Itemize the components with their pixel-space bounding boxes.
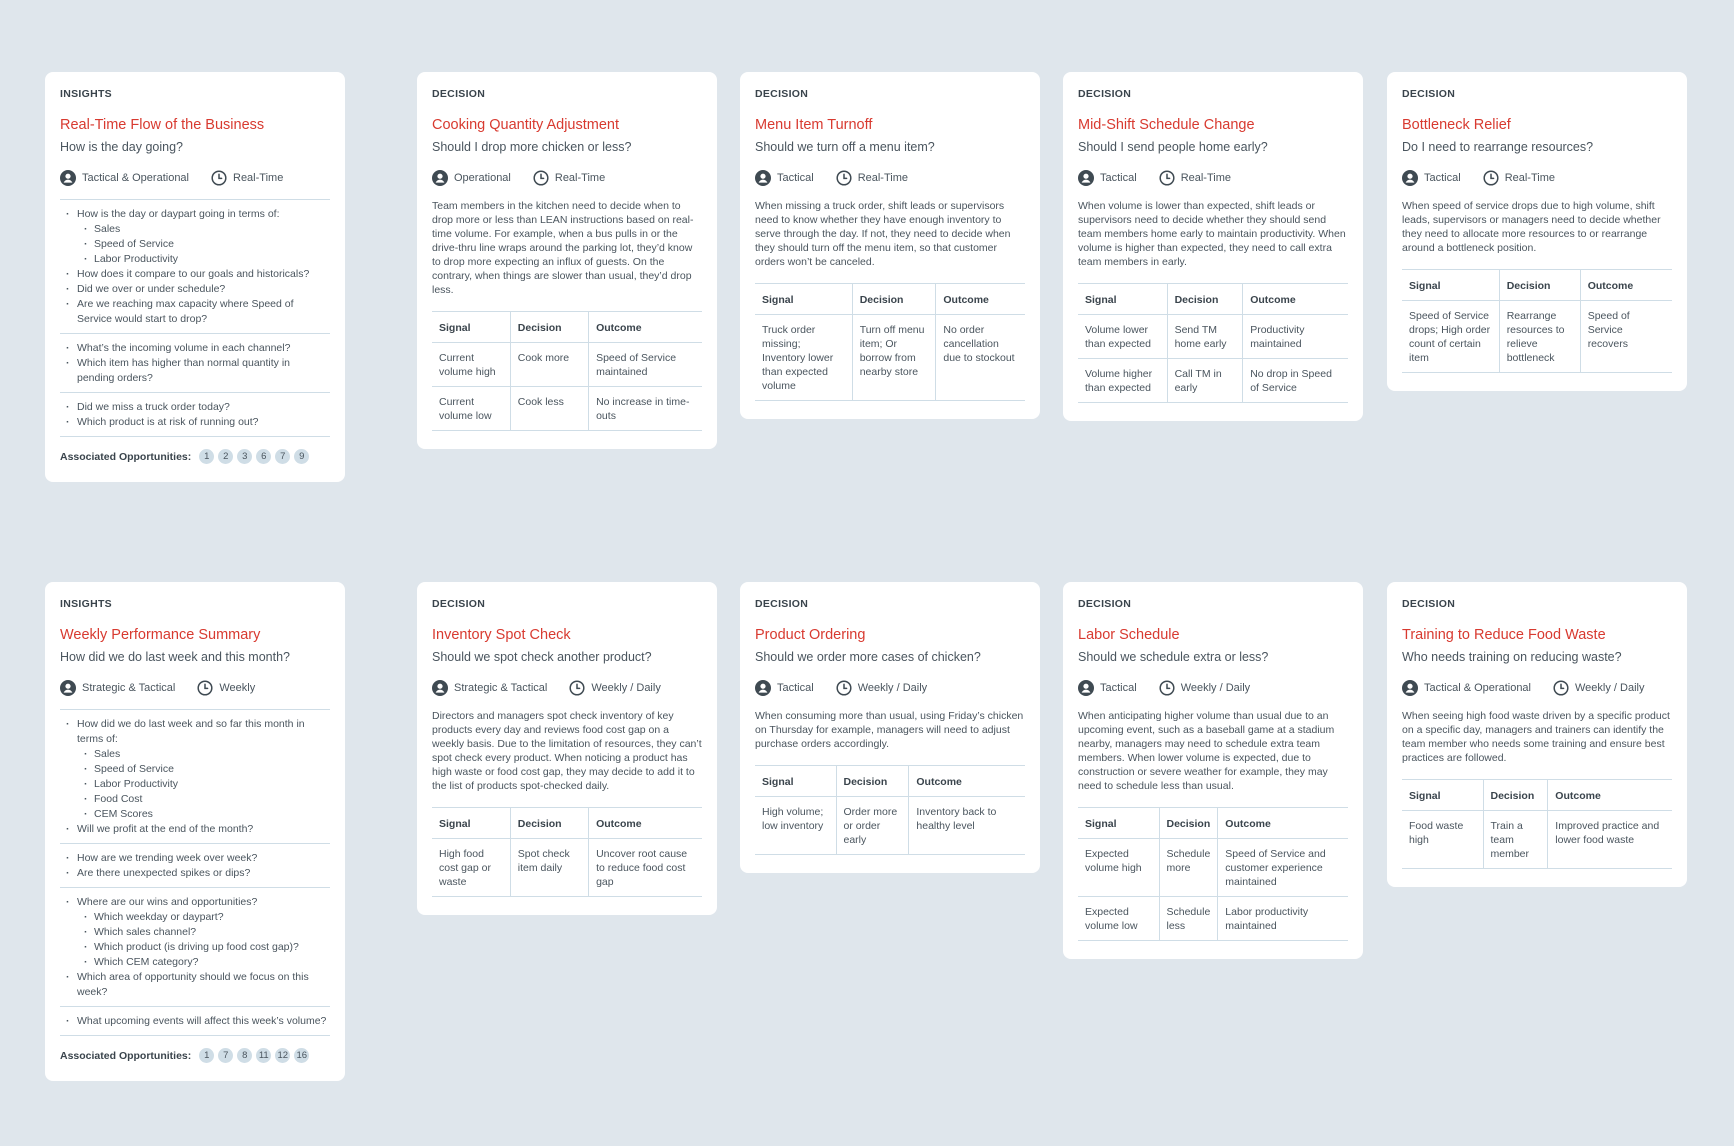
decision-cell: Turn off menu item; Or borrow from nearby store	[852, 315, 936, 401]
insight-card	[45, 72, 345, 482]
col-signal: Signal	[432, 808, 510, 839]
card-type-label: INSIGHTS	[60, 88, 112, 100]
decision-cell: Rearrange resources to relieve bottleneck	[1499, 301, 1580, 373]
opportunities-label: Associated Opportunities:	[60, 450, 192, 463]
audience-tag	[1078, 680, 1137, 696]
person-circle-icon	[1078, 680, 1094, 696]
opportunity-badge[interactable]: 6	[256, 449, 271, 464]
signal-cell: Volume higher than expected	[1078, 359, 1167, 403]
signal-cell: Expected volume low	[1078, 897, 1159, 941]
card-title: Labor Schedule	[1078, 627, 1180, 643]
decision-card	[417, 72, 717, 449]
question-group	[60, 1007, 330, 1035]
question-item: · Which product is at risk of running out?	[60, 415, 330, 430]
person-circle-icon	[1078, 170, 1094, 186]
col-signal: Signal	[1078, 808, 1159, 839]
card-description: When speed of service drops due to high volume, shift leads, supervisors or managers need to decide whether they need to allocate more resources to or rearrange around a bottleneck position.	[1402, 200, 1661, 254]
outcome-cell: Labor productivity maintained	[1218, 897, 1348, 941]
audience-label: Strategic & Tactical	[82, 682, 176, 694]
col-signal: Signal	[755, 766, 836, 797]
cadence-tag	[1159, 680, 1250, 696]
table-row	[432, 839, 702, 897]
cadence-label: Real-Time	[233, 172, 284, 184]
decision-cell: Spot check item daily	[510, 839, 588, 897]
opportunity-badge[interactable]: 1	[199, 1048, 214, 1063]
card-type-label: INSIGHTS	[60, 598, 112, 610]
question-subitem: · Speed of Service	[60, 237, 330, 252]
audience-label: Operational	[454, 172, 511, 184]
table-row	[755, 315, 1025, 401]
card-tags	[1402, 169, 1672, 187]
col-signal: Signal	[432, 312, 510, 343]
person-circle-icon	[755, 680, 771, 696]
cadence-tag	[569, 680, 660, 696]
signal-cell: Current volume high	[432, 343, 510, 387]
decision-cell: Train a team member	[1483, 811, 1548, 869]
signal-cell: Volume lower than expected	[1078, 315, 1167, 359]
opportunity-badge[interactable]: 11	[256, 1048, 271, 1063]
decision-cell: Send TM home early	[1167, 315, 1243, 359]
question-item: · Where are our wins and opportunities?	[60, 895, 330, 910]
cadence-label: Real-Time	[1180, 172, 1232, 184]
question-item: · Did we miss a truck order today?	[60, 400, 330, 415]
decision-cell: Cook more	[510, 343, 588, 387]
card-question: Should we turn off a menu item?	[755, 140, 935, 154]
card-description: When seeing high food waste driven by a specific product on a specific day, managers and trainers can identify the team member who needs some training and ensure best practices are followed.	[1402, 710, 1670, 764]
decision-cell: Order more or order early	[836, 797, 909, 855]
col-decision: Decision	[510, 312, 588, 343]
col-outcome: Outcome	[1580, 270, 1672, 301]
cadence-label: Weekly / Daily	[591, 682, 661, 694]
table-row	[1402, 811, 1672, 869]
cadence-label: Weekly / Daily	[1575, 682, 1645, 694]
card-title: Bottleneck Relief	[1402, 117, 1511, 133]
decision-cell: Schedule less	[1159, 897, 1218, 941]
cadence-tag	[836, 170, 908, 186]
card-tags	[60, 169, 330, 187]
col-outcome: Outcome	[1548, 780, 1672, 811]
table-row	[1402, 301, 1672, 373]
col-signal: Signal	[755, 284, 852, 315]
audience-tag	[60, 680, 175, 696]
card-question: Should we schedule extra or less?	[1078, 650, 1269, 664]
associated-opportunities	[60, 1036, 330, 1063]
question-item: · How are we trending week over week?	[60, 851, 330, 866]
card-question: Should I drop more chicken or less?	[432, 140, 632, 154]
col-outcome: Outcome	[936, 284, 1025, 315]
card-question: How did we do last week and this month?	[60, 650, 290, 664]
cadence-label: Weekly / Daily	[1180, 682, 1251, 694]
card-type-label: DECISION	[1402, 88, 1456, 100]
decision-card	[1063, 582, 1363, 959]
question-subitem: · Food Cost	[60, 792, 330, 807]
audience-label: Tactical	[1100, 172, 1137, 184]
cadence-tag	[836, 680, 927, 696]
card-tags	[755, 169, 1025, 187]
card-tags	[1078, 169, 1348, 187]
audience-tag	[755, 170, 814, 186]
person-circle-icon	[432, 170, 448, 186]
clock-icon	[836, 680, 852, 696]
table-row	[1078, 839, 1348, 897]
question-subitem: · Which product (is driving up food cost gap)?	[60, 940, 330, 955]
cadence-label: Real-Time	[554, 172, 606, 184]
card-title: Inventory Spot Check	[432, 627, 571, 643]
card-title: Product Ordering	[755, 627, 866, 643]
signal-cell: Truck order missing; Inventory lower than expected volume	[755, 315, 852, 401]
opportunity-badge[interactable]: 16	[294, 1048, 309, 1063]
card-question: Who needs training on reducing waste?	[1402, 650, 1622, 664]
signal-cell: Food waste high	[1402, 811, 1483, 869]
question-subitem: · Sales	[60, 747, 330, 762]
opportunity-badge[interactable]: 1	[199, 449, 214, 464]
question-subitem: · Sales	[60, 222, 330, 237]
col-signal: Signal	[1402, 780, 1483, 811]
card-description: When volume is lower than expected, shift leads or supervisors need to decide whether they should send team members home early to maintain productivity. When volume is higher than expected, they need to call extra team members in early.	[1078, 200, 1346, 268]
card-description: When consuming more than usual, using Friday’s chicken on Thursday for example, managers will need to adjust purchase orders accordingly.	[755, 710, 1024, 750]
person-circle-icon	[755, 170, 771, 186]
signal-cell: High food cost gap or waste	[432, 839, 510, 897]
card-question: Should we order more cases of chicken?	[755, 650, 981, 664]
audience-tag	[60, 170, 189, 186]
signal-table	[755, 765, 1025, 855]
decision-card	[740, 72, 1040, 419]
opportunity-badge[interactable]: 9	[294, 449, 309, 464]
signal-cell: Expected volume high	[1078, 839, 1159, 897]
outcome-cell: Speed of Service maintained	[589, 343, 702, 387]
question-item: · How did we do last week and so far this month in terms of:	[60, 717, 330, 747]
question-group	[60, 393, 330, 436]
outcome-cell: Inventory back to healthy level	[909, 797, 1025, 855]
question-item: · Are we reaching max capacity where Speed of Service would start to drop?	[60, 297, 330, 327]
audience-label: Tactical	[1100, 682, 1137, 694]
person-circle-icon	[1402, 170, 1418, 186]
audience-tag	[1402, 170, 1461, 186]
insight-card	[45, 582, 345, 1081]
signal-table	[1402, 779, 1672, 869]
col-decision: Decision	[836, 766, 909, 797]
associated-opportunities	[60, 437, 330, 464]
signal-table	[432, 311, 702, 431]
question-subitem: · Labor Productivity	[60, 252, 330, 267]
question-item: · Are there unexpected spikes or dips?	[60, 866, 330, 881]
card-question: How is the day going?	[60, 140, 183, 154]
audience-tag	[1402, 680, 1531, 696]
card-title: Training to Reduce Food Waste	[1402, 627, 1606, 643]
clock-icon	[836, 170, 852, 186]
cadence-tag	[533, 170, 605, 186]
audience-label: Tactical & Operational	[82, 172, 189, 184]
cadence-label: Real-Time	[857, 172, 909, 184]
card-type-label: DECISION	[1078, 88, 1132, 100]
question-group	[60, 710, 330, 843]
audience-tag	[1078, 170, 1137, 186]
question-group	[60, 334, 330, 392]
card-question: Should we spot check another product?	[432, 650, 652, 664]
opportunity-badge[interactable]: 2	[218, 449, 233, 464]
clock-icon	[1553, 680, 1569, 696]
audience-label: Strategic & Tactical	[454, 682, 548, 694]
card-title: Weekly Performance Summary	[60, 627, 261, 643]
col-signal: Signal	[1078, 284, 1167, 315]
decision-cell: Cook less	[510, 387, 588, 431]
question-subitem: · Which weekday or daypart?	[60, 910, 330, 925]
clock-icon	[1159, 170, 1175, 186]
card-tags	[432, 169, 702, 187]
card-question: Should I send people home early?	[1078, 140, 1268, 154]
table-row	[1078, 359, 1348, 403]
question-item: · How does it compare to our goals and historicals?	[60, 267, 330, 282]
clock-icon	[197, 680, 213, 696]
cadence-tag	[1553, 680, 1644, 696]
signal-table	[432, 807, 702, 897]
col-decision: Decision	[1499, 270, 1580, 301]
table-row	[1078, 897, 1348, 941]
col-outcome: Outcome	[589, 808, 702, 839]
col-decision: Decision	[510, 808, 588, 839]
decision-card	[1063, 72, 1363, 421]
decision-card	[740, 582, 1040, 873]
card-tags	[755, 679, 1025, 697]
question-subitem: · Labor Productivity	[60, 777, 330, 792]
question-subitem: · Which sales channel?	[60, 925, 330, 940]
opportunity-badge[interactable]: 7	[218, 1048, 233, 1063]
col-outcome: Outcome	[909, 766, 1025, 797]
audience-label: Tactical	[777, 682, 814, 694]
cadence-tag	[1159, 170, 1231, 186]
cadence-tag	[197, 680, 255, 696]
table-row	[432, 343, 702, 387]
cadence-label: Weekly	[219, 682, 256, 694]
question-item: · Which item has higher than normal quantity in pending orders?	[60, 356, 330, 386]
card-type-label: DECISION	[1402, 598, 1456, 610]
cadence-label: Real-Time	[1504, 172, 1556, 184]
card-title: Mid-Shift Schedule Change	[1078, 117, 1255, 133]
card-title: Menu Item Turnoff	[755, 117, 873, 133]
col-decision: Decision	[1483, 780, 1548, 811]
question-item: · Will we profit at the end of the month?	[60, 822, 330, 837]
person-circle-icon	[1402, 680, 1418, 696]
audience-tag	[432, 680, 547, 696]
decision-cell: Schedule more	[1159, 839, 1218, 897]
clock-icon	[211, 170, 227, 186]
clock-icon	[1483, 170, 1499, 186]
card-type-label: DECISION	[755, 88, 809, 100]
question-group	[60, 200, 330, 333]
card-description: Team members in the kitchen need to decide when to drop more or less than LEAN instructions based on real-time volume. For example, when a bus pulls in or the drive-thru line wraps around the parking lot, they’d know to drop more expecting an influx of guests. On the contrary, when things are slower than usual, they’d drop less.	[432, 200, 694, 296]
question-subitem: · Speed of Service	[60, 762, 330, 777]
card-title: Cooking Quantity Adjustment	[432, 117, 619, 133]
signal-cell: Speed of Service drops; High order count of certain item	[1402, 301, 1499, 373]
card-type-label: DECISION	[1078, 598, 1132, 610]
question-group	[60, 844, 330, 887]
cadence-tag	[1483, 170, 1555, 186]
question-subitem: · Which CEM category?	[60, 955, 330, 970]
person-circle-icon	[432, 680, 448, 696]
decision-card	[1387, 72, 1687, 391]
col-signal: Signal	[1402, 270, 1499, 301]
outcome-cell: No drop in Speed of Service	[1243, 359, 1348, 403]
clock-icon	[533, 170, 549, 186]
decision-card	[417, 582, 717, 915]
signal-table	[1402, 269, 1672, 373]
clock-icon	[1159, 680, 1175, 696]
card-tags	[1078, 679, 1348, 697]
card-tags	[60, 679, 330, 697]
cadence-label: Weekly / Daily	[857, 682, 928, 694]
table-row	[432, 387, 702, 431]
person-circle-icon	[60, 680, 76, 696]
question-item: · How is the day or daypart going in terms of:	[60, 207, 330, 222]
col-decision: Decision	[852, 284, 936, 315]
signal-table	[1078, 283, 1348, 403]
audience-label: Tactical	[1424, 172, 1461, 184]
person-circle-icon	[60, 170, 76, 186]
signal-table	[1078, 807, 1348, 941]
card-question: Do I need to rearrange resources?	[1402, 140, 1594, 154]
question-item: · What upcoming events will affect this week’s volume?	[60, 1014, 330, 1029]
outcome-cell: No increase in time-outs	[589, 387, 702, 431]
signal-cell: High volume; low inventory	[755, 797, 836, 855]
question-item: · Which area of opportunity should we focus on this week?	[60, 970, 330, 1000]
audience-tag	[432, 170, 511, 186]
card-tags	[1402, 679, 1672, 697]
audience-tag	[755, 680, 814, 696]
audience-label: Tactical & Operational	[1424, 682, 1531, 694]
col-outcome: Outcome	[589, 312, 702, 343]
col-decision: Decision	[1167, 284, 1243, 315]
card-type-label: DECISION	[432, 598, 486, 610]
table-row	[755, 797, 1025, 855]
decision-card	[1387, 582, 1687, 887]
decision-cell: Call TM in early	[1167, 359, 1243, 403]
outcome-cell: Speed of Service recovers	[1580, 301, 1672, 373]
opportunity-badge[interactable]: 8	[237, 1048, 252, 1063]
table-row	[1078, 315, 1348, 359]
card-type-label: DECISION	[755, 598, 809, 610]
card-tags	[432, 679, 702, 697]
question-item: · What’s the incoming volume in each channel?	[60, 341, 330, 356]
signal-table	[755, 283, 1025, 401]
audience-label: Tactical	[777, 172, 814, 184]
col-decision: Decision	[1159, 808, 1218, 839]
opportunity-badge[interactable]: 7	[275, 449, 290, 464]
outcome-cell: Improved practice and lower food waste	[1548, 811, 1672, 869]
card-description: When anticipating higher volume than usual due to an upcoming event, such as a baseball game at a stadium nearby, managers may need to schedule extra team members. When lower volume is expected, due to construction or severe weather for example, they may need to schedule less than usual.	[1078, 710, 1335, 792]
opportunity-badge[interactable]: 12	[275, 1048, 290, 1063]
card-description: Directors and managers spot check inventory of key products every day and reviews food cost gap on a weekly basis. Due to the limitation of resources, they can’t spot check every product. When noticing a product has high waste or food cost gap, they may decide to add it to the list of products spot-checked daily.	[432, 710, 702, 792]
signal-cell: Current volume low	[432, 387, 510, 431]
card-type-label: DECISION	[432, 88, 486, 100]
card-title: Real-Time Flow of the Business	[60, 117, 265, 133]
card-description: When missing a truck order, shift leads or supervisors need to know whether they have enough inventory to serve through the day. If not, they need to decide when they should turn off the menu item, so that customer orders won’t be canceled.	[755, 200, 1011, 268]
clock-icon	[569, 680, 585, 696]
outcome-cell: No order cancellation due to stockout	[936, 315, 1025, 401]
outcome-cell: Uncover root cause to reduce food cost gap	[589, 839, 702, 897]
question-group	[60, 888, 330, 1006]
outcome-cell: Speed of Service and customer experience maintained	[1218, 839, 1348, 897]
question-item: · Did we over or under schedule?	[60, 282, 330, 297]
question-subitem: · CEM Scores	[60, 807, 330, 822]
opportunity-badge[interactable]: 3	[237, 449, 252, 464]
cadence-tag	[211, 170, 283, 186]
col-outcome: Outcome	[1218, 808, 1348, 839]
col-outcome: Outcome	[1243, 284, 1348, 315]
opportunities-label: Associated Opportunities:	[60, 1049, 192, 1062]
outcome-cell: Productivity maintained	[1243, 315, 1348, 359]
